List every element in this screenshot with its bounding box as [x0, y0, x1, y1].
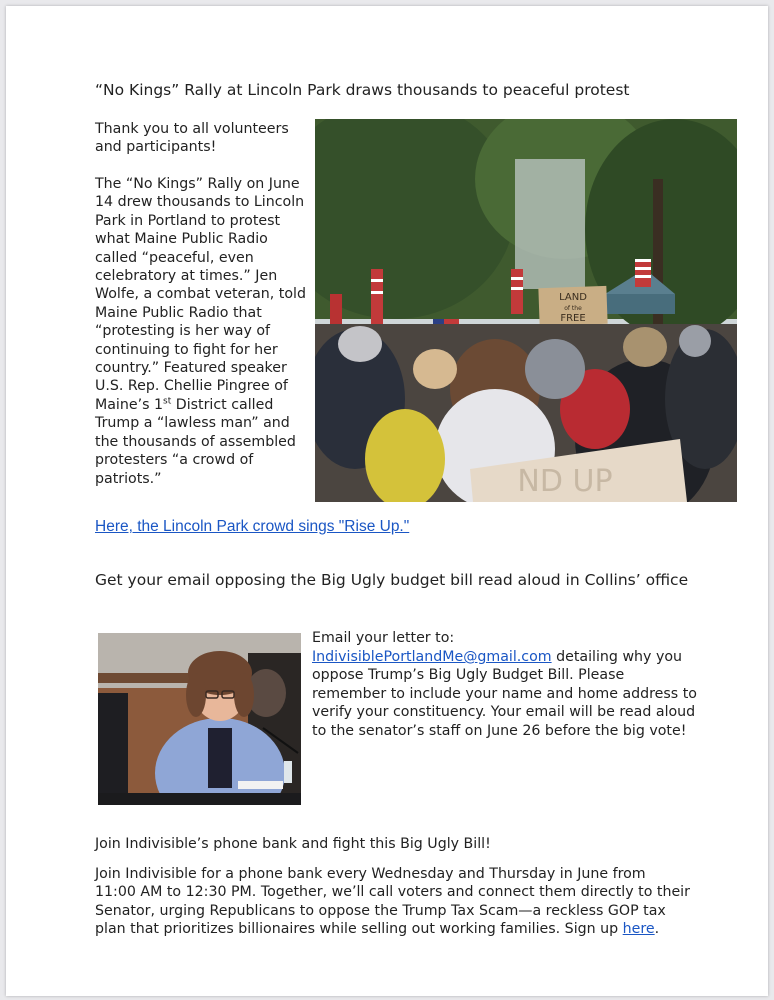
photo-sign-line2: of the: [564, 305, 582, 312]
email-address-link[interactable]: IndivisiblePortlandMe@gmail.com: [312, 649, 552, 665]
rally-body-text-1: The “No Kings” Rally on June 14 drew thousands to Lincoln Park in Portland to protest what Maine Public Radio called “peaceful, even celebratory at times.” Jen Wolfe, a combat veteran, told Maine Public Radio that “protesting is her way of continuing to fight for her country.” Featured speaker U.S. Rep. Chellie Pingree of Maine’s 1: [95, 176, 306, 413]
rally-heading: “No Kings” Rally at Lincoln Park draws thousands to peaceful protest: [95, 81, 630, 99]
email-body: [312, 648, 702, 740]
rally-body-text-2: District called Trump a “lawless man” and the thousands of assembled protesters “a crowd of patriots.”: [95, 396, 296, 487]
rally-body: [95, 175, 307, 488]
email-heading: Get your email opposing the Big Ugly budget bill read aloud in Collins’ office: [95, 571, 689, 589]
photo-sign-line3: FREE: [560, 313, 586, 324]
phone-bank-text: Join Indivisible for a phone bank every Wednesday and Thursday in June from 11:00 AM to 12:30 PM. Together, we’ll call voters and connect them directly to their Senator, urging Republicans to oppose the Trump Tax Scam—a reckless GOP tax plan that prioritizes billionaires while selling out working families. Sign up: [95, 866, 690, 938]
rally-thanks: Thank you to all volunteers and participants!: [95, 121, 289, 156]
signup-link[interactable]: here: [622, 921, 655, 938]
photo-sign-line1: LAND: [559, 292, 587, 303]
newsletter-page: [6, 6, 768, 996]
phone-bank-body: [95, 865, 691, 939]
senator-photo: [98, 633, 301, 805]
rise-up-video-link[interactable]: Here, the Lincoln Park crowd sings "Rise Up.": [95, 518, 410, 535]
email-body-text: detailing why you oppose Trump’s Big Ugly Budget Bill. Please remember to include your name and home address to verify your constituency. Your email will be read aloud to the senator’s staff on June 26 before the big vote!: [312, 649, 697, 739]
email-lead: Email your letter to:: [312, 630, 455, 646]
rally-crowd-photo: [315, 119, 737, 502]
phone-bank-heading: Join Indivisible’s phone bank and fight this Big Ugly Bill!: [95, 836, 491, 852]
rally-body-superscript: st: [163, 396, 172, 407]
photo-sign-bottom: ND UP: [517, 464, 613, 499]
phone-bank-end: .: [654, 921, 660, 938]
